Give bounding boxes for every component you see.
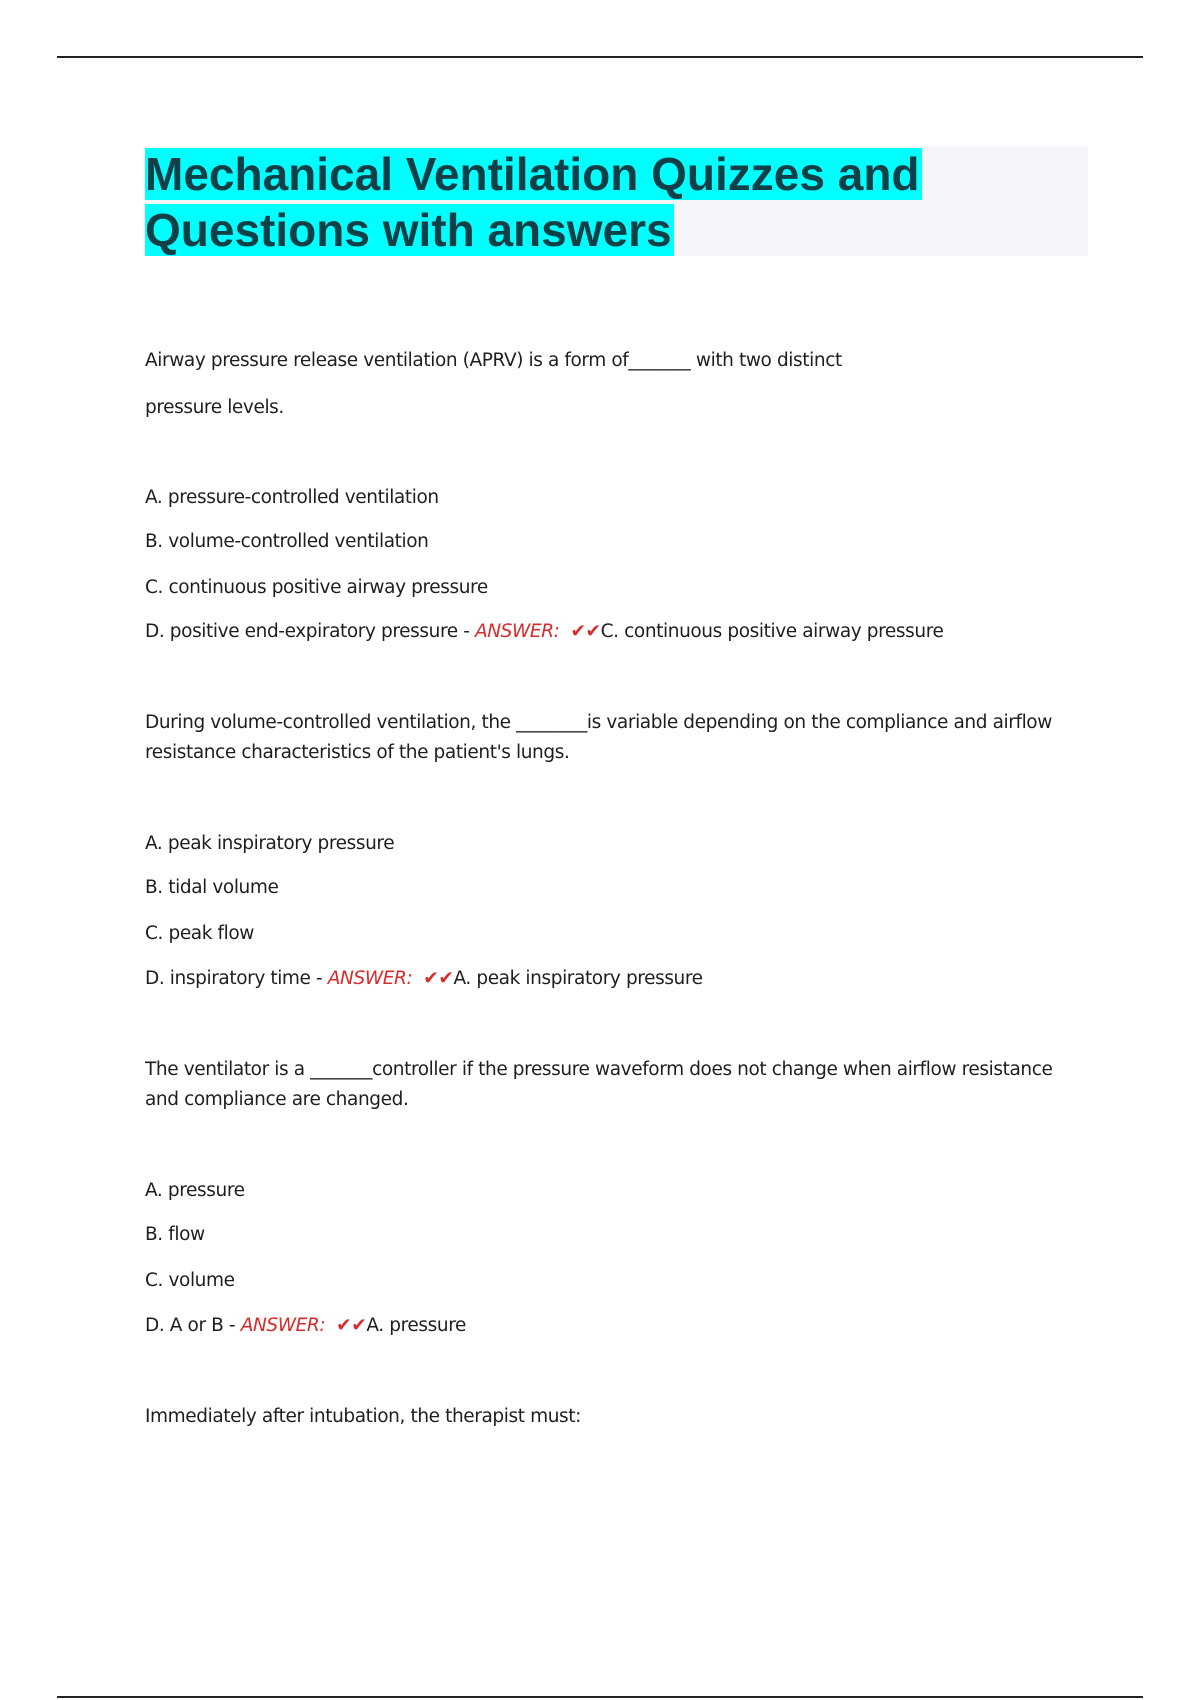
question-1-answer: C. continuous positive airway pressure xyxy=(600,621,944,642)
question-2-option-a: A. peak inspiratory pressure xyxy=(145,833,395,854)
question-3-option-d: D. A or B - xyxy=(145,1315,241,1336)
top-rule xyxy=(57,56,1143,58)
question-3-stem-line-2: and compliance are changed. xyxy=(145,1089,409,1110)
question-3-option-b: B. flow xyxy=(145,1224,205,1245)
question-2-option-c: C. peak flow xyxy=(145,923,255,944)
checkmark-icon: ✔✔ xyxy=(336,1315,367,1336)
title-line-1: Mechanical Ventilation Quizzes and xyxy=(145,148,920,200)
question-2-option-d-with-answer xyxy=(145,964,703,994)
question-1-stem-line-2: pressure levels. xyxy=(145,397,284,418)
question-3-stem-line-1: The ventilator is a _______controller if the pressure waveform does not change when airflow resistance xyxy=(145,1059,1053,1080)
question-2-option-d: D. inspiratory time - xyxy=(145,968,328,989)
question-2-stem-line-2: resistance characteristics of the patient's lungs. xyxy=(145,742,570,763)
question-1-option-a: A. pressure-controlled ventilation xyxy=(145,487,439,508)
question-1-option-c: C. continuous positive airway pressure xyxy=(145,577,488,598)
question-3-answer: A. pressure xyxy=(366,1315,466,1336)
checkmark-icon: ✔✔ xyxy=(423,968,454,989)
answer-label: ANSWER: xyxy=(240,1315,326,1336)
question-1-stem-line-1: Airway pressure release ventilation (APRV) is a form of_______ with two distinct xyxy=(145,350,842,371)
title-line-2: Questions with answers xyxy=(145,204,672,256)
bottom-rule xyxy=(57,1696,1143,1698)
question-2-option-b: B. tidal volume xyxy=(145,877,279,898)
question-1-option-d: D. positive end-expiratory pressure - xyxy=(145,621,475,642)
question-2-stem-line-1: During volume-controlled ventilation, the ________is variable depending on the compliance and airflow xyxy=(145,712,1052,733)
answer-label: ANSWER: xyxy=(327,968,413,989)
checkmark-icon: ✔✔ xyxy=(570,621,601,642)
question-3-option-d-with-answer xyxy=(145,1311,466,1341)
title-block xyxy=(145,146,1088,256)
question-1-option-b: B. volume-controlled ventilation xyxy=(145,531,429,552)
question-4-stem-line-1: Immediately after intubation, the therapist must: xyxy=(145,1406,581,1427)
answer-label: ANSWER: xyxy=(474,621,560,642)
question-2-answer: A. peak inspiratory pressure xyxy=(453,968,703,989)
question-3-option-a: A. pressure xyxy=(145,1180,245,1201)
question-1-option-d-with-answer xyxy=(145,617,944,647)
document-title xyxy=(145,146,1088,258)
question-3-option-c: C. volume xyxy=(145,1270,235,1291)
